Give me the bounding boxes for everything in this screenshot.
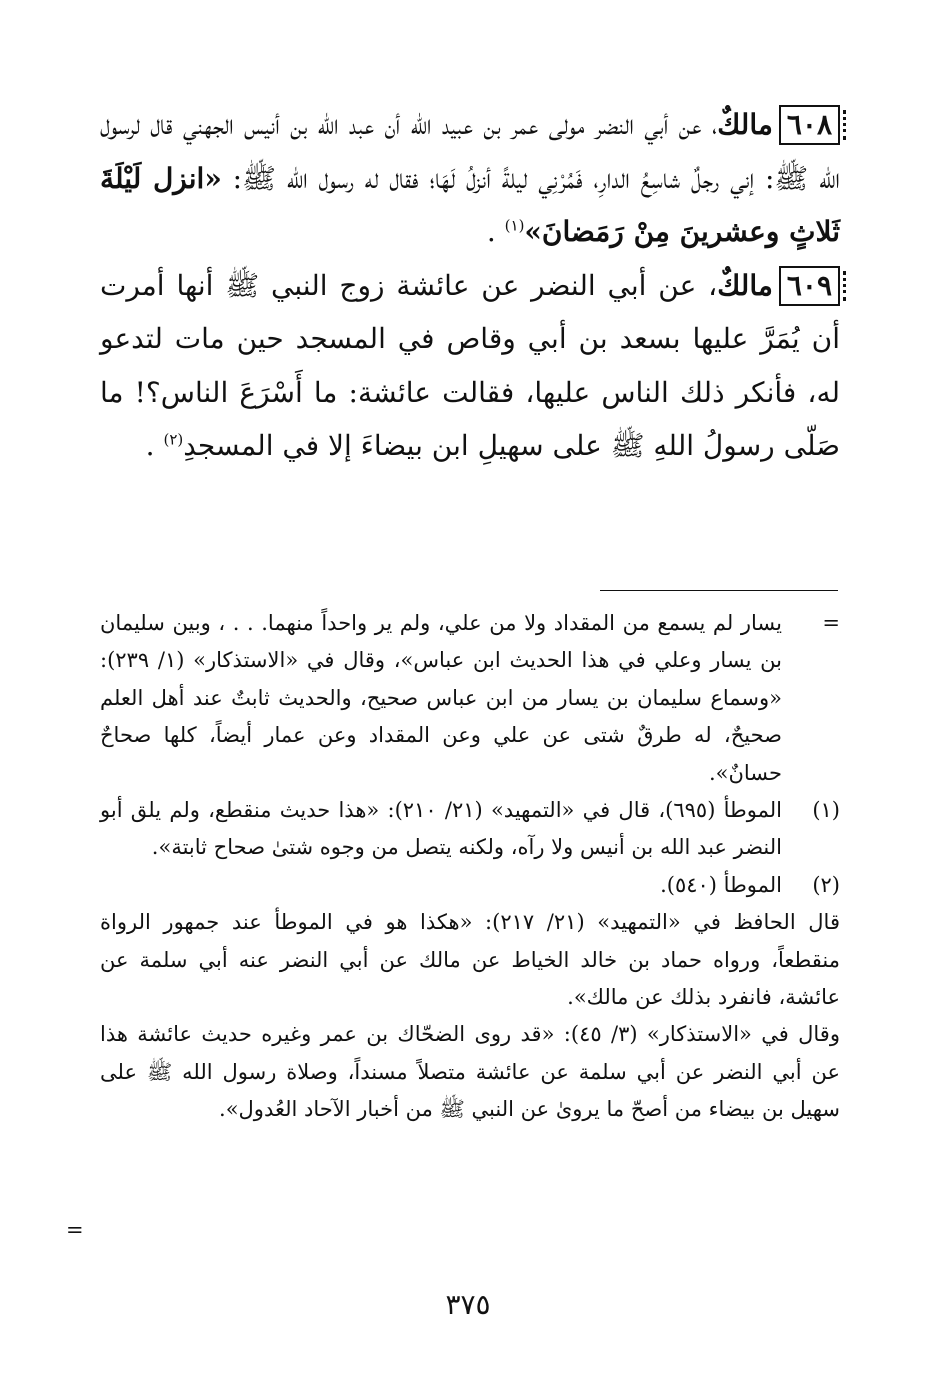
footnotes: [100, 605, 840, 1129]
continues-mark: =: [66, 1218, 84, 1242]
hadith-609: [100, 259, 840, 473]
footnote-number: (١): [812, 798, 840, 823]
footnote-text: الموطأ (٥٤٠).: [660, 872, 782, 897]
page-number: ٣٧٥: [445, 1288, 491, 1321]
hadith-text: ، عن أبي النضر عن عائشة زوج النبي ﷺ أنها أمرت أن يُمَرَّ عليها بسعد بن أبي وقاص في المسجد حين مات لتدعو له، فأنكر ذلك الناس عليها، فقالت عائشة: ما أَسْرَعَ الناس؟! ما صَلّى رسولُ اللهِ ﷺ على سهيلِ ابن بيضاءَ إلا في المسجدِ: [100, 268, 840, 462]
continuation-mark: =: [822, 611, 840, 635]
footnote-separator: [600, 590, 838, 591]
hadith-text: ، عن أبي النضر مولى عمر بن عبيد الله أن عبد الله بن أنيس الجهني قال لرسول الله ﷺ: إني رجلٌ شاسِعُ الدارِ، فَمُرْنِي ليلةً أنزلُ لَهَا؛ فقال له رسول الله ﷺ:: [100, 108, 841, 195]
narrator-name: مالكٌ: [717, 268, 773, 302]
footnote-1: [100, 792, 840, 867]
footnote-ref[interactable]: (٢): [163, 430, 184, 449]
sentence-end: .: [486, 215, 505, 248]
main-text: [100, 98, 840, 473]
footnote-continuation: [100, 605, 840, 792]
footnote-ref[interactable]: (١): [504, 216, 525, 235]
footnote-2: [100, 867, 840, 904]
footnote-text: يسار لم يسمع من المقداد ولا من علي، ولم ير واحداً منهما. . . ، وبين سليمان بن يسار وعلي في هذا الحديث ابن عباس»، وقال في «الاستذكار» (١/ ٢٣٩): «وسماع سليمان بن يسار من ابن عباس صحيح، والحديث ثابتٌ عند أهل العلم صحيحٌ، له طرقٌ شتى عن علي وعن المقداد وعن عمار أيضاً، كلها صحاحٌ حسانٌ».: [100, 611, 782, 785]
footnote-paragraph: قال الحافظ في «التمهيد» (٢١/ ٢١٧): «هكذا هو في الموطأ عند جمهور الرواة منقطعاً، ورواه حماد بن خالد الخياط عن مالك عن أبي النضر عنه أبي سلمة عن عائشة، فانفرد بذلك عن مالك».: [100, 910, 840, 1010]
narrator-name: مالكٌ: [717, 108, 773, 141]
sentence-end: .: [145, 429, 164, 462]
hadith-608: [100, 98, 840, 259]
footnote-text: الموطأ (٦٩٥)، قال في «التمهيد» (٢١/ ٢١٠): «هذا حديث منقطع، ولم يلق أبو النضر عبد الله بن أنيس ولا رآه، ولكنه يتصل من وجوه شتىٰ صحاح ثابتة».: [100, 798, 782, 860]
footnote-number: (٢): [812, 872, 840, 897]
hadith-number-box: ٦٠٨: [779, 105, 840, 145]
hadith-number-box: ٦٠٩: [779, 266, 840, 306]
footnote-paragraph: وقال في «الاستذكار» (٣/ ٤٥): «قد روى الضحّاك بن عمر وغيره حديث عائشة هذا عن أبي النضر عن أبي سلمة عن عائشة متصلاً مسنداً، وصلاة رسول الله ﷺ على سهيل بن بيضاء من أصحّ ما يروىٰ عن النبي ﷺ من أخبار الآحاد العُدول».: [100, 1022, 840, 1122]
prophet-quote: «انزل لَيْلَةَ ثَلاثٍ وعشرينَ مِنْ رَمَضانَ»: [100, 161, 840, 248]
